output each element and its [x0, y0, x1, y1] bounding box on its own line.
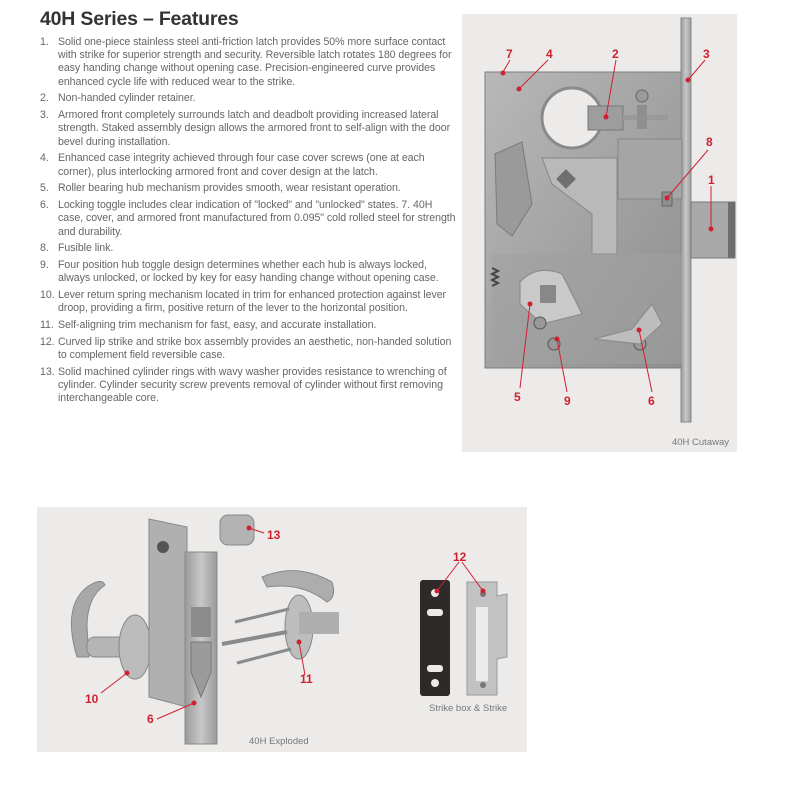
- exploded-caption: 40H Exploded: [249, 736, 309, 747]
- feature-text: Armored front completely surrounds latch and deadbolt providing increased lateral strength. Staked assembly design allows the armored front to self-align with the door bevel during installation.: [58, 109, 451, 148]
- feature-number: 11.: [40, 319, 54, 332]
- feature-number: 6.: [40, 199, 49, 212]
- callout-9: 9: [564, 394, 571, 408]
- feature-number: 10.: [40, 289, 55, 302]
- feature-item: [40, 289, 460, 315]
- callout-12: 12: [453, 550, 467, 564]
- feature-number: 9.: [40, 259, 49, 272]
- exploded-figure: [37, 507, 527, 752]
- feature-item: [40, 36, 460, 89]
- callout-6: 6: [147, 712, 154, 726]
- feature-text: Four position hub toggle design determines whether each hub is always locked, always unlocked, or locked by key for easy handing change without opening case.: [58, 259, 439, 285]
- callout-7: 7: [506, 47, 513, 61]
- strike-caption: Strike box & Strike: [429, 703, 508, 714]
- cutaway-caption: 40H Cutaway: [671, 437, 729, 448]
- cutaway-figure: [462, 14, 737, 452]
- mortise-lock-exploded-illustration: [37, 507, 527, 752]
- feature-item: [40, 182, 460, 195]
- feature-item: [40, 259, 460, 285]
- feature-text: Enhanced case integrity achieved through four case cover screws (one at each corner), plus interlocking armored front and cover design at the latch.: [58, 152, 425, 178]
- feature-item: [40, 152, 460, 178]
- feature-number: 1.: [40, 36, 49, 48]
- feature-item: [40, 92, 460, 105]
- feature-item: [40, 109, 460, 149]
- callout-11: 11: [300, 672, 313, 686]
- feature-number: 3.: [40, 109, 49, 122]
- feature-item: [40, 199, 460, 239]
- callout-8: 8: [706, 135, 713, 149]
- feature-item: [40, 336, 460, 362]
- feature-number: 2.: [40, 92, 49, 105]
- feature-text: Non-handed cylinder retainer.: [58, 92, 196, 105]
- mortise-lock-cutaway-illustration: [462, 14, 737, 452]
- callout-4: 4: [546, 47, 553, 61]
- feature-text: Solid one-piece stainless steel anti-friction latch provides 50% more surface contact with strike for superior strength and security. Reversible latch rotates 180 degrees for easy handing change without opening case. Precision-engineered curve provides enhanced cycle life with reduced wear to the strike.: [58, 36, 452, 88]
- feature-text: Solid machined cylinder rings with wavy washer provides resistance to wrenching of cylinder. Cylinder security screw prevents removal of cylinder without first removing interchangeable core.: [58, 366, 447, 405]
- feature-item: [40, 242, 460, 255]
- feature-text: Self-aligning trim mechanism for fast, easy, and accurate installation.: [58, 319, 377, 332]
- feature-number: 5.: [40, 182, 49, 195]
- feature-number: 4.: [40, 152, 49, 165]
- feature-text: Curved lip strike and strike box assembly provides an aesthetic, non-handed solution to complement field reversible case.: [58, 336, 452, 362]
- callout-2: 2: [612, 47, 619, 61]
- callout-3: 3: [703, 47, 710, 61]
- feature-number: 12.: [40, 336, 55, 348]
- feature-item: [40, 319, 460, 332]
- callout-10: 10: [85, 692, 99, 706]
- callout-6: 6: [648, 394, 655, 408]
- callout-5: 5: [514, 390, 521, 404]
- feature-text: Roller bearing hub mechanism provides smooth, wear resistant operation.: [58, 182, 401, 195]
- features-list: [40, 36, 460, 409]
- feature-number: 13.: [40, 366, 55, 378]
- feature-text: Locking toggle includes clear indication of "locked" and "unlocked" states. 7. 40H case, cover, and armored front manufactured from 0.095" cold rolled steel for strength and durability.: [58, 199, 456, 238]
- feature-text: Lever return spring mechanism located in trim for enhanced protection against lever droop, providing a firm, positive return of the lever to the horizontal position.: [58, 289, 447, 315]
- callout-13: 13: [267, 528, 281, 542]
- feature-item: [40, 366, 460, 406]
- callout-1: 1: [708, 173, 715, 187]
- feature-text: Fusible link.: [58, 242, 114, 255]
- page-title: 40H Series – Features: [40, 8, 239, 30]
- feature-number: 8.: [40, 242, 49, 255]
